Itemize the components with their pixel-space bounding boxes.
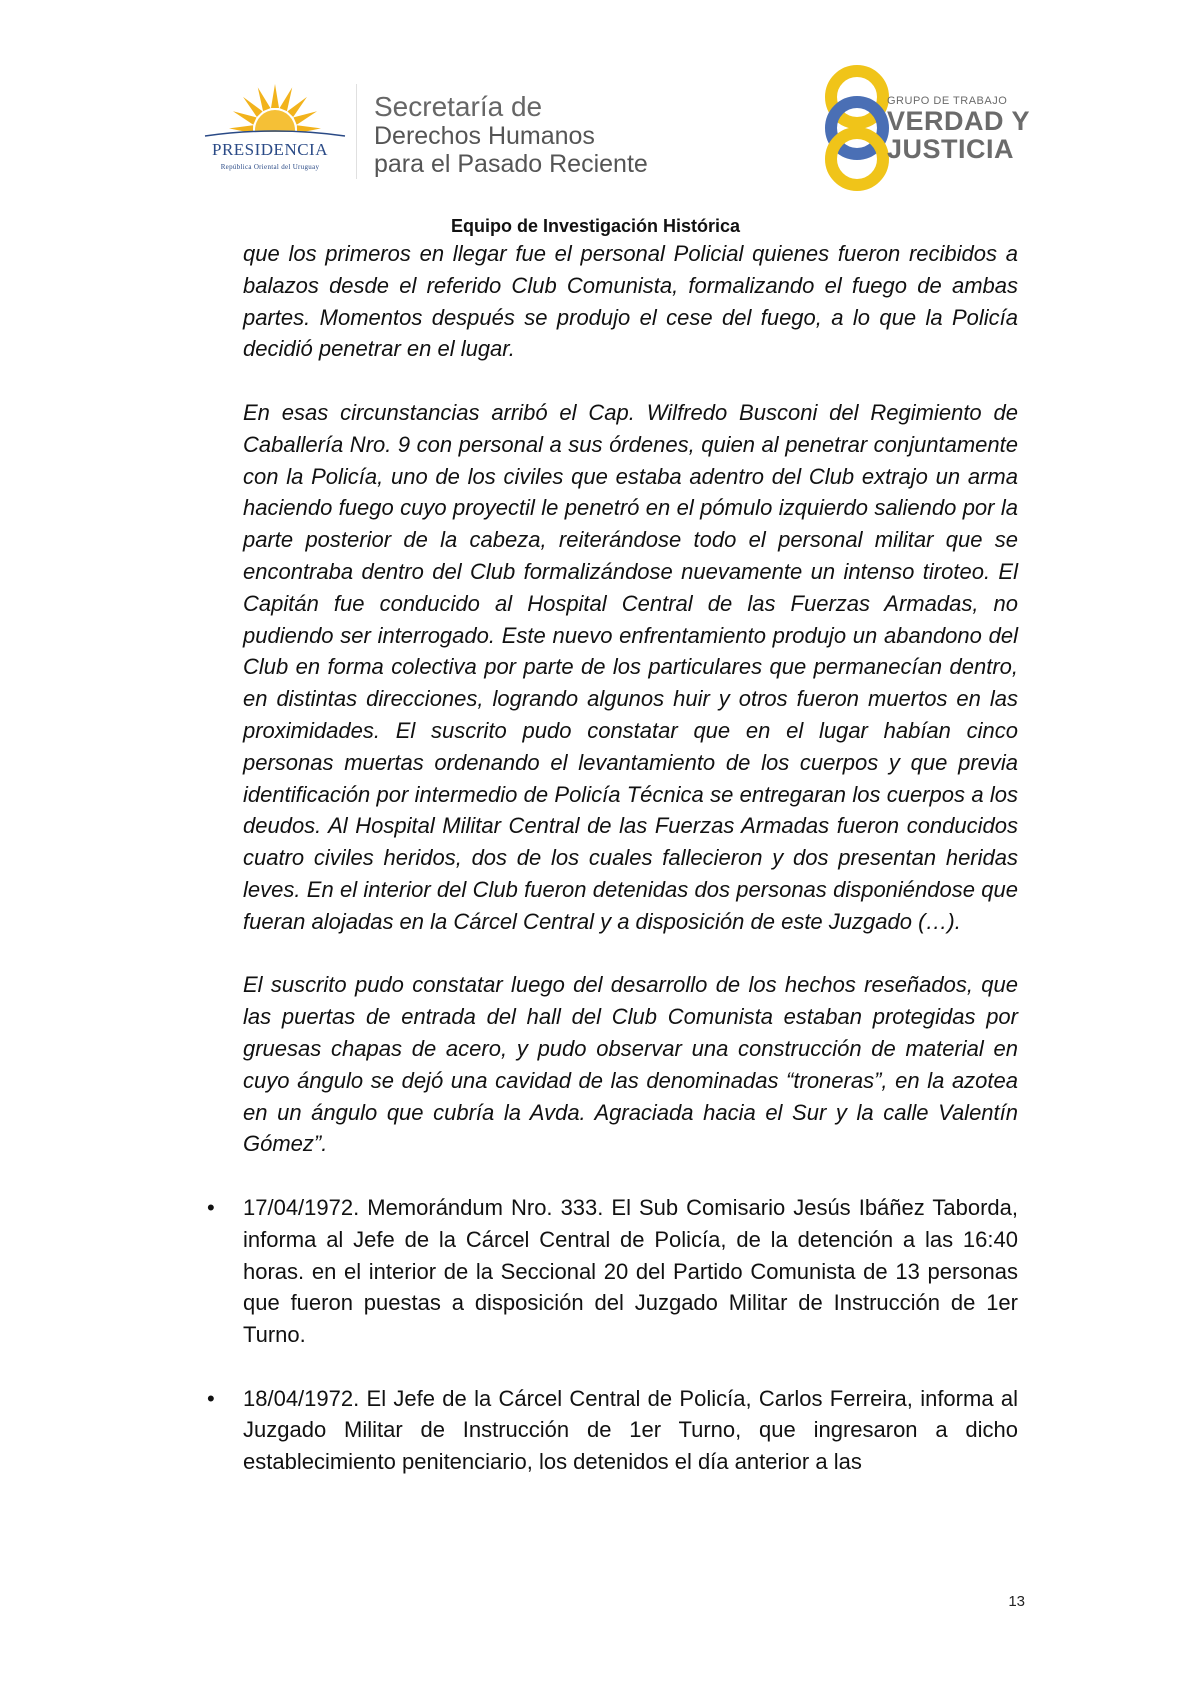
bullet-item-2 (207, 1383, 1018, 1478)
header-divider (356, 84, 357, 179)
presidencia-subtitle: República Oriental del Uruguay (220, 163, 320, 171)
page-header (0, 0, 1191, 210)
bullet-marker: • (207, 1385, 215, 1411)
document-body (207, 238, 1018, 1478)
secretaria-line-1: Secretaría de (374, 91, 543, 122)
grupo-line-2: JUSTICIA (887, 134, 1015, 164)
grupo-small-label: GRUPO DE TRABAJO (887, 95, 1008, 107)
secretaria-line-2: Derechos Humanos (374, 122, 595, 150)
presidencia-sun-logo-icon (195, 78, 355, 188)
bullet-marker: • (207, 1194, 215, 1220)
bullet-text: 17/04/1972. Memorándum Nro. 333. El Sub Comisario Jesús Ibáñez Taborda, informa al Jefe de la Cárcel Central de Policía, de la detención a las 16:40 horas. en el interior de la Seccional 20 del Partido Comunista de 13 personas que fueron puestas a disposición del Juzgado Militar de Instrucción de 1er Turno. (243, 1194, 1018, 1348)
paragraph-2: En esas circunstancias arribó el Cap. Wilfredo Busconi del Regimiento de Caballería Nro. 9 con personal a sus órdenes, quien al penetrar conjuntamente con la Policía, uno de los civiles que estaba adentro del Club extrajo un arma haciendo fuego cuyo proyectil le penetró en el pómulo izquierdo saliendo por la parte posterior de la cabeza, reiterándose todo el personal militar que se encontraba dentro del Club formalizándose nuevamente un intenso tiroteo. El Capitán fue conducido al Hospital Central de las Fuerzas Armadas, no pudiendo ser interrogado. Este nuevo enfrentamiento produjo un abandono del Club en forma colectiva por parte de los particulares que permanecían dentro, en distintas direcciones, logrando algunos huir y otros fueron muertos en las proximidades. El suscrito pudo constatar que en el lugar habían cinco personas muertas ordenando el levantamiento de los cuerpos y que previa identificación por intermedio de Policía Técnica se entregaran los cuerpos a los deudos. Al Hospital Militar Central de las Fuerzas Armadas fueron conducidos cuatro civiles heridos, dos de los cuales fallecieron y dos presentan heridas leves. En el interior del Club fueron detenidas dos personas disponiéndose que fueran alojadas en la Cárcel Central y a disposición de este Juzgado (…). (243, 399, 1018, 934)
grupo-line-1: VERDAD Y (887, 106, 1031, 136)
secretaria-line-3: para el Pasado Reciente (374, 150, 648, 178)
bullet-item-1 (207, 1192, 1018, 1351)
paragraph-1: que los primeros en llegar fue el personal Policial quienes fueron recibidos a balazos desde el referido Club Comunista, formalizando el fuego de ambas partes. Momentos después se produjo el cese del fuego, a lo que la Policía decidió penetrar en el lugar. (243, 241, 1018, 362)
document-heading: Equipo de Investigación Histórica (450, 216, 741, 236)
secretaria-title (374, 92, 714, 178)
quoted-block (243, 238, 1018, 1160)
grupo-trabajo-title (887, 95, 1047, 163)
bullet-text: 18/04/1972. El Jefe de la Cárcel Central de Policía, Carlos Ferreira, informa al Juzgado Militar de Instrucción de 1er Turno, que ingresaron a dicho establecimiento penitenciario, los detenidos el día anterior a las (243, 1385, 1018, 1475)
page-number: 13 (1008, 1593, 1025, 1610)
paragraph-3: El suscrito pudo constatar luego del desarrollo de los hechos reseñados, que las puertas de entrada del hall del Club Comunista estaban protegidas por gruesas chapas de acero, y pudo observar una construcción de material en cuyo ángulo se dejó una cavidad de las denominadas “troneras”, en la azotea en un ángulo que cubría la Avda. Agraciada hacia el Sur y la calle Valentín Gómez”. (243, 972, 1018, 1157)
presidencia-name: PRESIDENCIA (211, 140, 328, 159)
